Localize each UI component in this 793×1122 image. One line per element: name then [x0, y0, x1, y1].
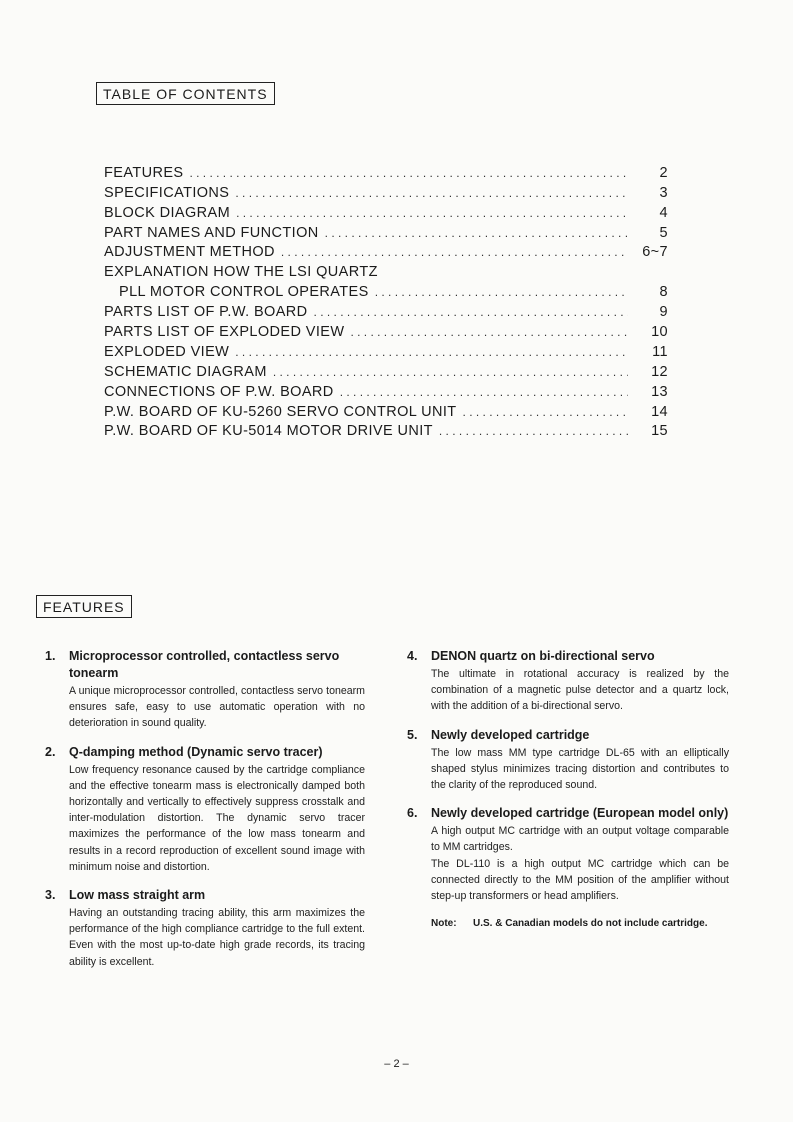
feature-heading: Newly developed cartridge (European model only) — [431, 806, 729, 821]
note-label: Note: — [431, 918, 457, 930]
toc-title: TABLE OF CONTENTS — [96, 82, 275, 105]
features-right-column — [407, 648, 729, 932]
feature-heading: DENON quartz on bi-directional servo — [431, 649, 655, 663]
toc-item[interactable] — [104, 223, 668, 243]
toc-leader — [375, 283, 628, 302]
toc-leader — [340, 383, 628, 402]
toc-item-label: PART NAMES AND FUNCTION — [104, 224, 319, 241]
toc-item-page: 14 — [651, 403, 668, 420]
feature-text: Having an outstanding tracing ability, this arm maximizes the performance of the high compliance cartridge to the full extent. Even with the most up-to-date high grade records, its tracing ability is excellent. — [69, 907, 365, 968]
features-left-column — [45, 648, 365, 982]
toc-item-page: 10 — [651, 324, 668, 341]
feature-item — [45, 887, 365, 970]
feature-number: 3. — [45, 888, 56, 903]
toc-leader — [439, 422, 628, 441]
toc-item[interactable] — [104, 382, 668, 402]
feature-number: 4. — [407, 649, 418, 663]
toc-item[interactable] — [104, 402, 668, 422]
toc-item-page: 2 — [659, 164, 668, 181]
toc-item-label: P.W. BOARD OF KU-5260 SERVO CONTROL UNIT — [104, 403, 457, 420]
toc-item-label: CONNECTIONS OF P.W. BOARD — [104, 383, 334, 400]
toc-item[interactable] — [104, 183, 668, 203]
toc-item-page: 13 — [651, 383, 668, 400]
toc-item-page: 6~7 — [642, 244, 668, 261]
feature-item — [407, 648, 729, 715]
toc-item-label: BLOCK DIAGRAM — [104, 204, 231, 221]
feature-text: Low frequency resonance caused by the cartridge compliance and the effective tonearm mass is electronically damped both horizontally and vertically to effectively suppress crosstalk and inter-modulation distortion. The dynamic servo tracer maximizes the performance of the low mass tonearm and results in a record reproduction of excellent sound image with minimum noise and distortion. — [69, 763, 365, 873]
feature-number: 2. — [45, 744, 56, 759]
note-text: U.S. & Canadian models do not include cartridge. — [473, 918, 708, 930]
toc-item-page: 8 — [659, 284, 668, 301]
toc-item-page: 9 — [659, 304, 668, 321]
toc-item-label: PARTS LIST OF EXPLODED VIEW — [104, 324, 345, 341]
toc-item-page: 3 — [659, 184, 668, 201]
toc-item-label: SCHEMATIC DIAGRAM — [104, 363, 267, 380]
toc-item — [104, 262, 668, 282]
feature-text: A high output MC cartridge with an output voltage comparable to MM cartridges. — [431, 825, 729, 854]
feature-heading: Newly developed cartridge — [431, 727, 590, 742]
toc-item[interactable] — [104, 203, 668, 223]
toc-item[interactable] — [104, 302, 668, 322]
toc-item-label: EXPLODED VIEW — [104, 343, 230, 360]
toc-item[interactable] — [104, 362, 668, 382]
toc-leader — [463, 403, 628, 422]
feature-heading: Q-damping method (Dynamic servo tracer) — [69, 744, 323, 759]
page-number: – 2 – — [384, 1058, 409, 1070]
toc-item[interactable] — [104, 422, 668, 442]
features-title: FEATURES — [36, 595, 132, 618]
toc-item-label: PLL MOTOR CONTROL OPERATES — [119, 284, 369, 301]
feature-item — [407, 727, 729, 794]
toc-leader — [281, 243, 628, 262]
toc-item-label: ADJUSTMENT METHOD — [104, 244, 275, 261]
toc-item-page: 12 — [651, 363, 668, 380]
toc-leader — [189, 164, 628, 183]
toc-item-page: 15 — [651, 423, 668, 440]
toc-leader — [235, 184, 628, 203]
toc-item-label: PARTS LIST OF P.W. BOARD — [104, 304, 308, 321]
toc-item-label: EXPLANATION HOW THE LSI QUARTZ — [104, 264, 378, 281]
toc-item[interactable] — [104, 342, 668, 362]
toc-item-page: 5 — [659, 224, 668, 241]
toc-leader — [273, 363, 628, 382]
toc-leader — [350, 323, 628, 342]
toc-leader — [236, 204, 628, 223]
feature-heading: Microprocessor controlled, contactless servo tonearm — [69, 649, 340, 680]
toc-item-label: FEATURES — [104, 164, 184, 181]
feature-heading: Low mass straight arm — [69, 888, 206, 903]
toc-item-label: P.W. BOARD OF KU-5014 MOTOR DRIVE UNIT — [104, 423, 433, 440]
toc-leader — [325, 224, 628, 243]
toc-item[interactable] — [104, 322, 668, 342]
feature-item — [45, 744, 365, 875]
toc-item[interactable] — [104, 243, 668, 263]
feature-number: 6. — [407, 806, 418, 821]
toc-item[interactable] — [104, 282, 668, 302]
note — [431, 916, 729, 932]
feature-text: A unique microprocessor controlled, contactless servo tonearm ensures safe, easy to use automatic operation with no deterioration in sound quality. — [69, 685, 365, 730]
feature-text: The DL-110 is a high output MC cartridge which can be connected directly to the MM position of the amplifier without step-up transformers or head amplifiers. — [431, 857, 729, 903]
toc-leader — [235, 343, 628, 362]
toc-item[interactable] — [104, 163, 668, 183]
feature-text: The low mass MM type cartridge DL-65 with an elliptically shaped stylus minimizes tracing distortion and contributes to the clarity of the reproduced sound. — [431, 746, 729, 792]
toc-item-page: 11 — [652, 343, 668, 360]
feature-text: The ultimate in rotational accuracy is realized by the combination of a magnetic pulse detector and a quartz lock, with the addition of a bi-directional servo. — [431, 668, 729, 713]
feature-item — [45, 648, 365, 732]
feature-item — [407, 805, 729, 904]
table-of-contents — [104, 163, 668, 441]
feature-number: 1. — [45, 649, 56, 663]
feature-number: 5. — [407, 727, 418, 742]
toc-leader — [314, 303, 628, 322]
toc-item-label: SPECIFICATIONS — [104, 184, 230, 201]
toc-item-page: 4 — [659, 204, 668, 221]
